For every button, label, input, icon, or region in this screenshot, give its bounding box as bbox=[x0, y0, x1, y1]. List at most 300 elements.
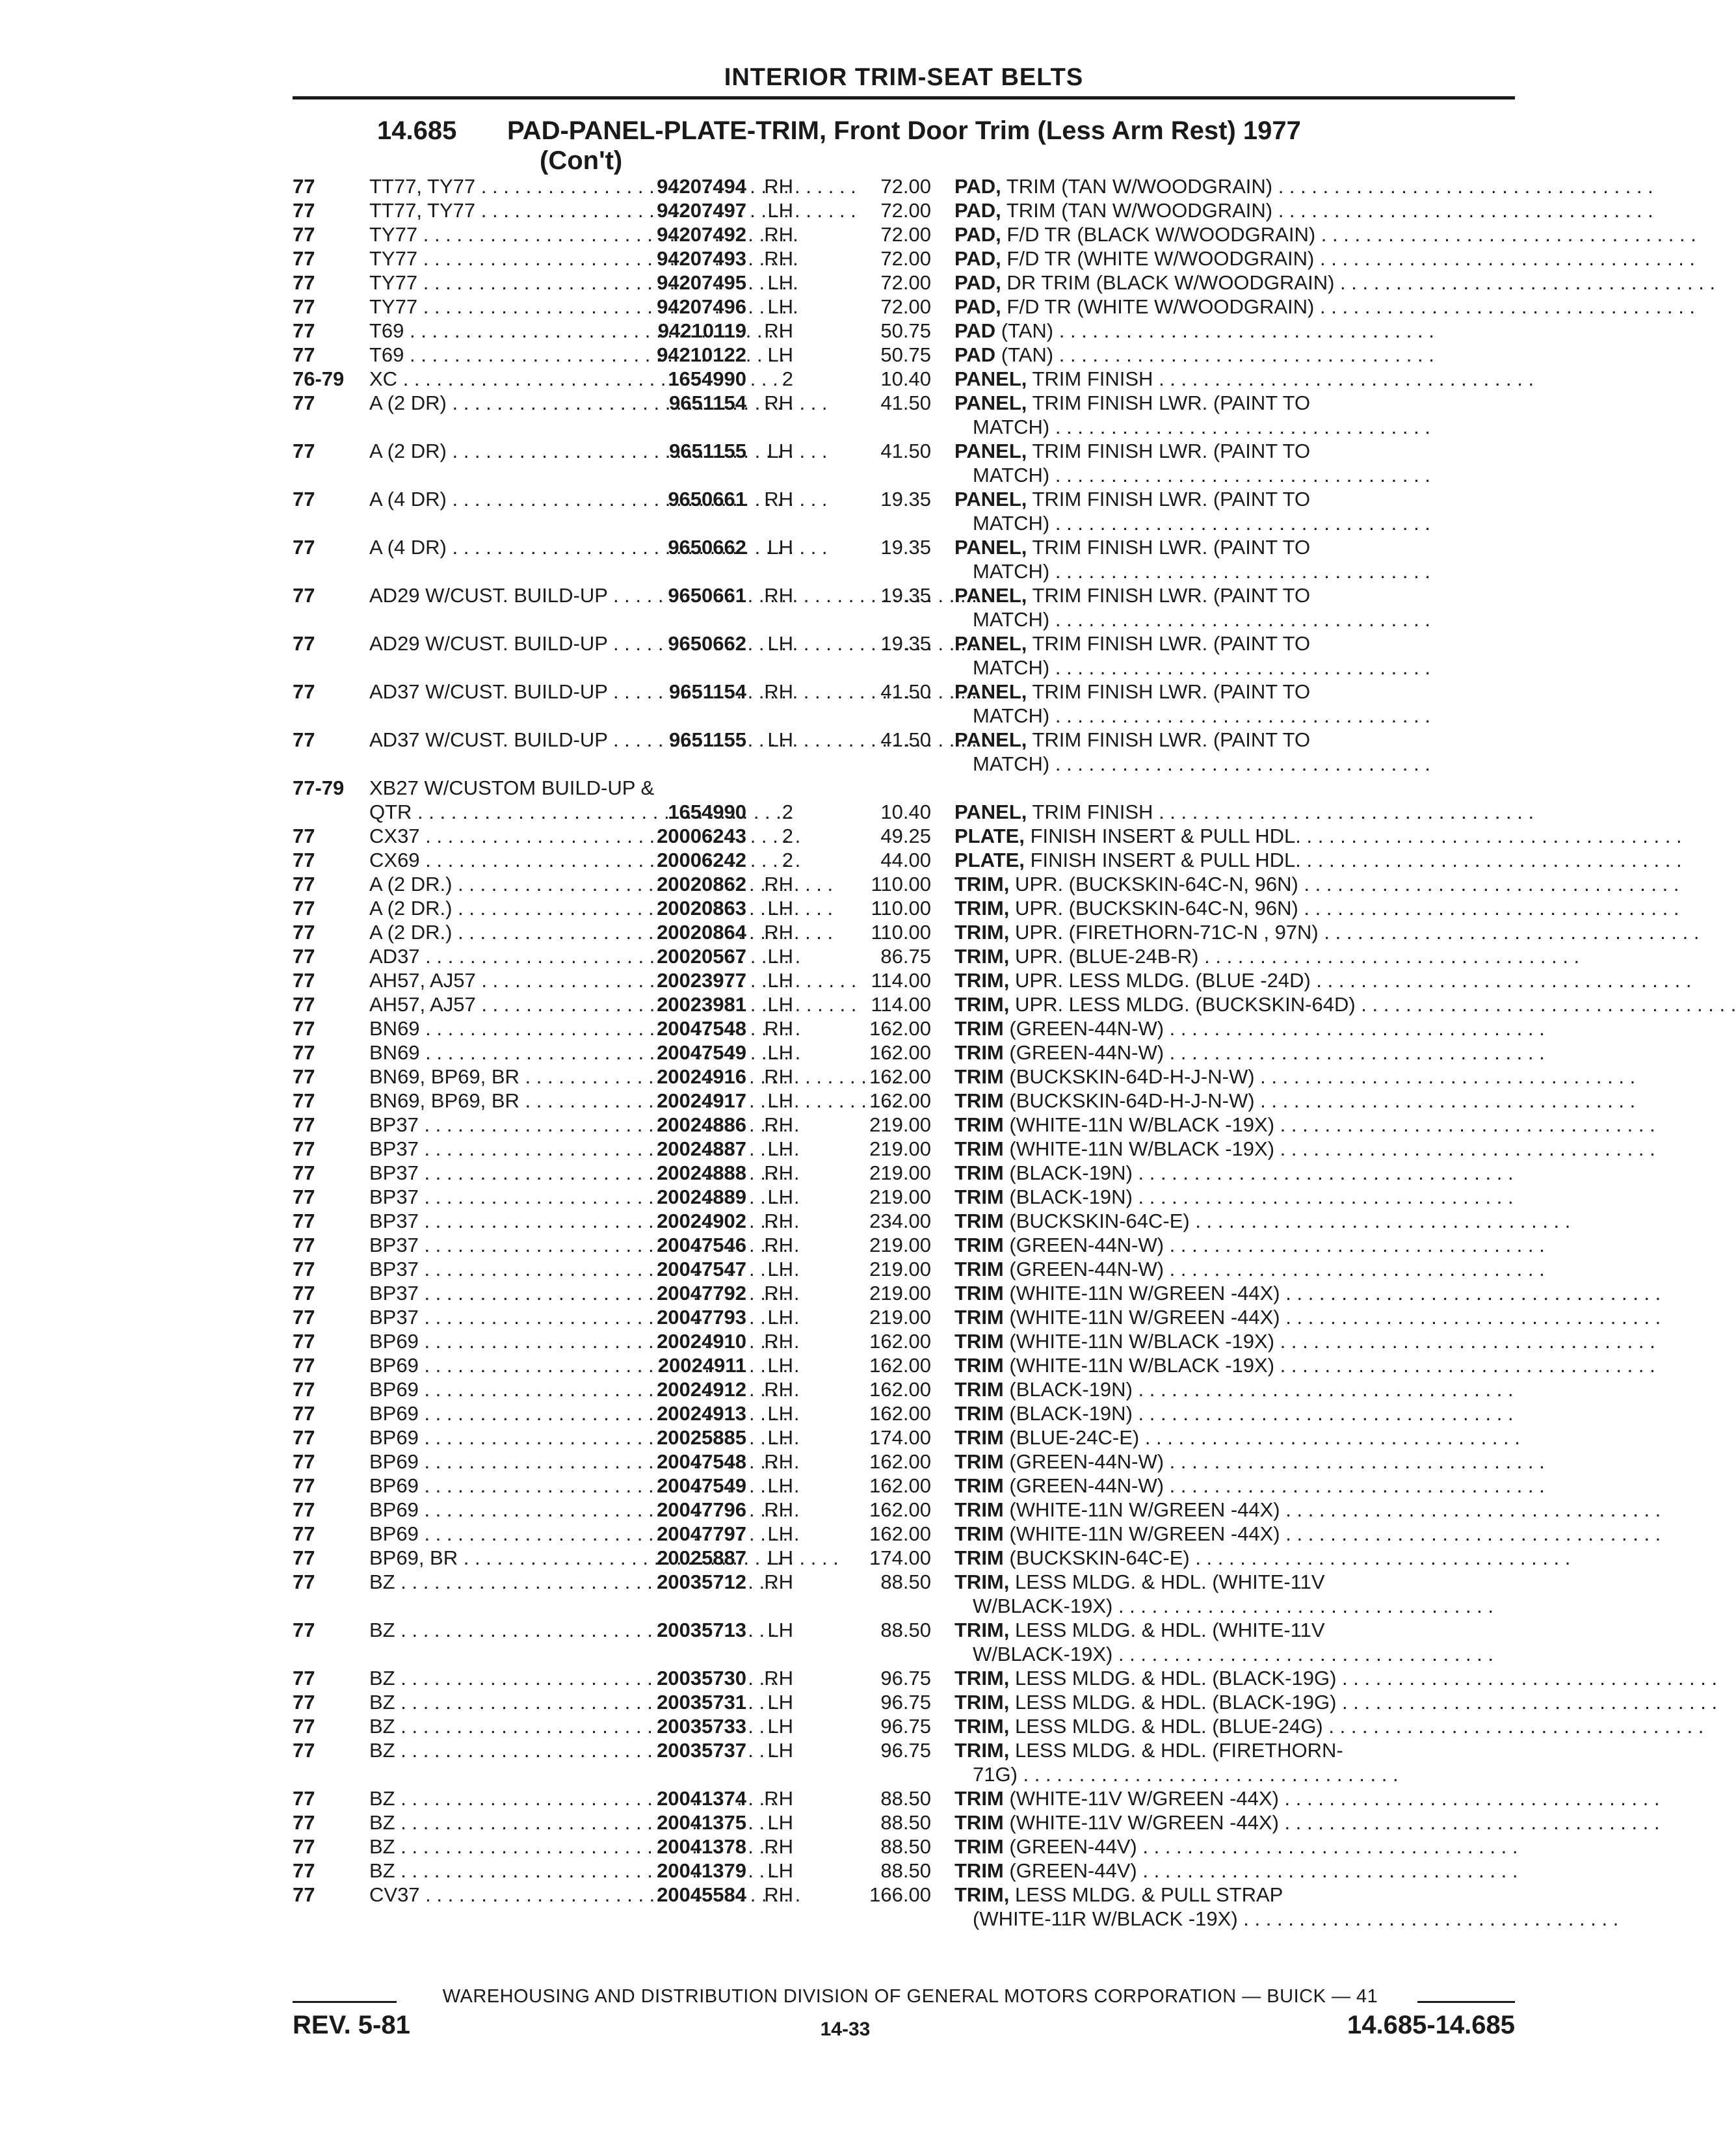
description-keyword: TRIM, bbox=[954, 969, 1010, 992]
model-cell bbox=[369, 1161, 624, 1185]
continuation-text: MATCH) bbox=[973, 752, 1050, 775]
description-line bbox=[954, 1257, 1507, 1281]
description-cell bbox=[931, 1714, 1507, 1738]
description-line bbox=[954, 1522, 1507, 1546]
description-line bbox=[954, 1113, 1507, 1137]
price-cell: 96.75 bbox=[880, 1667, 931, 1689]
price-cell: 174.00 bbox=[869, 1426, 931, 1449]
model-text: BP37 bbox=[369, 1258, 419, 1280]
year-cell: 77 bbox=[293, 319, 315, 342]
description-cell bbox=[931, 824, 1507, 848]
model-text: TY77 bbox=[369, 271, 418, 294]
leader-dots bbox=[1279, 1787, 1660, 1810]
description-text: UPR. (BUCKSKIN-64C-N, 96N) bbox=[1015, 897, 1298, 920]
model-text: BN69 bbox=[369, 1041, 420, 1064]
price-cell: 10.40 bbox=[880, 367, 931, 390]
price-cell: 72.00 bbox=[880, 295, 931, 318]
description-text: LESS MLDG. & HDL. (BLACK-19G) bbox=[1015, 1691, 1337, 1714]
description-cell bbox=[931, 1835, 1507, 1859]
part-number-cell: 94210122 bbox=[657, 343, 746, 366]
part-number-cell: 20025887 bbox=[657, 1546, 746, 1569]
model-cell bbox=[369, 1498, 624, 1522]
continuation-text: MATCH) bbox=[973, 608, 1050, 631]
description-text: (WHITE-11N W/GREEN -44X) bbox=[1009, 1306, 1280, 1329]
continuation-text: MATCH) bbox=[973, 560, 1050, 583]
table-row bbox=[293, 1257, 1515, 1281]
description-cell bbox=[931, 1786, 1507, 1810]
description-keyword: PAD, bbox=[954, 199, 1001, 222]
description-line bbox=[954, 246, 1507, 271]
description-cell bbox=[931, 1883, 1507, 1931]
leader-dots bbox=[1133, 1186, 1514, 1208]
description-line bbox=[954, 1474, 1507, 1498]
leader-dots bbox=[1319, 921, 1700, 944]
description-keyword: PANEL, bbox=[954, 536, 1027, 559]
part-number-cell: 1654990 bbox=[668, 367, 746, 390]
description-text: TRIM (TAN W/WOODGRAIN) bbox=[1006, 175, 1273, 198]
description-line bbox=[954, 1425, 1507, 1450]
part-number-cell: 20047797 bbox=[657, 1522, 746, 1545]
description-line bbox=[954, 1161, 1507, 1185]
price-cell: 219.00 bbox=[869, 1258, 931, 1280]
price-cell: 162.00 bbox=[869, 1354, 931, 1377]
table-row bbox=[293, 583, 1515, 631]
year-cell: 77 bbox=[293, 1065, 315, 1088]
year-cell: 77 bbox=[293, 1811, 315, 1834]
year-cell: 77 bbox=[293, 1017, 315, 1040]
leader-dots bbox=[1274, 1354, 1655, 1377]
section-number: 14.685 bbox=[377, 116, 457, 145]
description-text: (BUCKSKIN-64C-E) bbox=[1009, 1210, 1190, 1232]
side-cell bbox=[746, 776, 793, 800]
description-keyword: TRIM bbox=[954, 1306, 1004, 1329]
part-number-cell: 20047546 bbox=[657, 1234, 746, 1256]
model-text: BP37 bbox=[369, 1186, 419, 1208]
table-row bbox=[293, 487, 1515, 535]
description-continuation bbox=[954, 607, 1507, 631]
year-cell: 77 bbox=[293, 1234, 315, 1256]
description-line bbox=[954, 391, 1507, 415]
price-cell: 72.00 bbox=[880, 199, 931, 222]
description-keyword: TRIM bbox=[954, 1859, 1004, 1882]
description-keyword: PANEL, bbox=[954, 680, 1027, 703]
model-cell bbox=[369, 1786, 624, 1810]
model-text: BP69 bbox=[369, 1402, 419, 1425]
model-cell bbox=[369, 295, 624, 319]
description-cell bbox=[931, 1425, 1507, 1450]
model-text: BZ bbox=[369, 1787, 395, 1810]
leader-dots bbox=[1049, 704, 1430, 727]
model-cell bbox=[369, 776, 655, 800]
table-row bbox=[293, 1786, 1515, 1810]
model-cell bbox=[369, 824, 624, 848]
description-cell bbox=[931, 920, 1507, 944]
part-number-cell: 20024886 bbox=[657, 1113, 746, 1136]
description-keyword: TRIM bbox=[954, 1113, 1004, 1136]
description-text: LESS MLDG. & PULL STRAP bbox=[1015, 1883, 1283, 1906]
year-cell: 77 bbox=[293, 1306, 315, 1329]
side-cell: 2 bbox=[782, 801, 793, 823]
model-text: CV37 bbox=[369, 1883, 420, 1906]
year-cell: 77 bbox=[293, 632, 315, 655]
side-cell: LH bbox=[767, 1859, 793, 1882]
price-cell: 174.00 bbox=[869, 1546, 931, 1569]
description-keyword: TRIM, bbox=[954, 1667, 1010, 1689]
page-header: INTERIOR TRIM-SEAT BELTS bbox=[724, 64, 1084, 91]
description-line bbox=[954, 920, 1507, 944]
side-cell: LH bbox=[767, 1402, 793, 1425]
description-keyword: TRIM, bbox=[954, 897, 1010, 920]
continuation-text: 71G) bbox=[973, 1763, 1018, 1786]
year-cell: 77 bbox=[293, 1402, 315, 1425]
leader-dots bbox=[1112, 1643, 1493, 1665]
description-line bbox=[954, 535, 1507, 559]
description-cell bbox=[931, 174, 1507, 198]
table-row bbox=[293, 535, 1515, 583]
description-cell bbox=[931, 968, 1507, 992]
year-cell: 77 bbox=[293, 1570, 315, 1593]
table-row bbox=[293, 1474, 1515, 1498]
description-cell bbox=[931, 1305, 1507, 1329]
description-keyword: TRIM, bbox=[954, 945, 1010, 968]
description-line bbox=[954, 1714, 1507, 1738]
side-cell: RH bbox=[764, 1161, 793, 1184]
description-line bbox=[954, 1546, 1507, 1570]
model-cell bbox=[369, 487, 624, 535]
year-cell: 77 bbox=[293, 343, 315, 366]
leader-dots bbox=[1139, 1426, 1520, 1449]
model-text: BP37 bbox=[369, 1113, 419, 1136]
table-row bbox=[293, 198, 1515, 222]
side-cell: LH bbox=[767, 1137, 793, 1160]
description-keyword: PLATE, bbox=[954, 825, 1025, 847]
price-cell: 162.00 bbox=[869, 1041, 931, 1064]
part-number-cell: 20024913 bbox=[657, 1402, 746, 1425]
description-text: DR TRIM (BLACK W/WOODGRAIN) bbox=[1006, 271, 1335, 294]
year-cell: 77 bbox=[293, 993, 315, 1016]
model-text: A (2 DR) bbox=[369, 440, 447, 462]
side-cell: LH bbox=[767, 1306, 793, 1329]
description-line bbox=[954, 1450, 1507, 1474]
year-cell: 77 bbox=[293, 1210, 315, 1232]
description-cell bbox=[931, 367, 1507, 391]
description-line bbox=[954, 944, 1507, 968]
price-cell: 162.00 bbox=[869, 1498, 931, 1521]
leader-dots bbox=[1336, 1667, 1717, 1689]
model-cell bbox=[369, 583, 624, 631]
model-cell bbox=[369, 1257, 624, 1281]
price-cell: 219.00 bbox=[869, 1282, 931, 1305]
price-cell: 19.35 bbox=[880, 536, 931, 559]
model-text: QTR bbox=[369, 801, 412, 823]
leader-dots bbox=[1199, 945, 1580, 968]
description-text: F/D TR (WHITE W/WOODGRAIN) bbox=[1006, 247, 1315, 270]
price-cell: 219.00 bbox=[869, 1113, 931, 1136]
side-cell: LH bbox=[767, 728, 793, 751]
description-line bbox=[954, 439, 1507, 463]
price-cell: 49.25 bbox=[880, 825, 931, 847]
side-cell: LH bbox=[767, 1739, 793, 1762]
year-cell: 77-79 bbox=[293, 776, 345, 799]
table-row bbox=[293, 824, 1515, 848]
part-number-cell: 20024912 bbox=[657, 1378, 746, 1401]
price-cell: 162.00 bbox=[869, 1522, 931, 1545]
description-cell bbox=[931, 1690, 1507, 1714]
continuation-text: MATCH) bbox=[973, 704, 1050, 727]
model-text: BZ bbox=[369, 1811, 395, 1834]
description-continuation bbox=[954, 704, 1507, 728]
description-line bbox=[954, 1377, 1507, 1401]
leader-dots bbox=[1049, 560, 1430, 583]
model-text: AD29 W/CUST. BUILD-UP bbox=[369, 584, 608, 607]
description-cell bbox=[931, 1498, 1507, 1522]
description-text: TRIM FINISH bbox=[1032, 801, 1153, 823]
leader-dots bbox=[1133, 1402, 1514, 1425]
model-text: T69 bbox=[369, 319, 404, 342]
model-cell bbox=[369, 1377, 624, 1401]
model-cell bbox=[369, 728, 624, 776]
part-number-cell: 20047548 bbox=[657, 1450, 746, 1473]
price-cell: 110.00 bbox=[871, 897, 931, 920]
side-cell: 2 bbox=[782, 849, 793, 871]
description-text: (GREEN-44V) bbox=[1009, 1835, 1137, 1858]
model-cell bbox=[369, 246, 624, 271]
table-row bbox=[293, 343, 1515, 367]
description-text: (GREEN-44N-W) bbox=[1009, 1017, 1164, 1040]
model-text: BZ bbox=[369, 1691, 395, 1714]
price-cell: 72.00 bbox=[880, 271, 931, 294]
part-number-cell: 20025885 bbox=[657, 1426, 746, 1449]
leader-dots bbox=[1153, 801, 1534, 823]
side-cell: RH bbox=[764, 1835, 793, 1858]
leader-dots bbox=[1133, 1378, 1514, 1401]
side-cell: RH bbox=[764, 1883, 793, 1906]
price-cell: 86.75 bbox=[880, 945, 931, 968]
description-text: TRIM FINISH LWR. (PAINT TO bbox=[1032, 536, 1311, 559]
table-row bbox=[293, 295, 1515, 319]
year-cell: 77 bbox=[293, 1113, 315, 1136]
year-cell: 77 bbox=[293, 1546, 315, 1569]
description-line bbox=[954, 1570, 1507, 1594]
price-cell: 162.00 bbox=[869, 1330, 931, 1353]
description-text: TRIM FINISH LWR. (PAINT TO bbox=[1032, 632, 1311, 655]
description-keyword: TRIM bbox=[954, 1811, 1004, 1834]
table-row bbox=[293, 439, 1515, 487]
description-cell bbox=[931, 728, 1507, 776]
leader-dots bbox=[1315, 223, 1696, 246]
table-row bbox=[293, 944, 1515, 968]
price-cell bbox=[793, 776, 931, 800]
table-row bbox=[293, 1185, 1515, 1209]
section-range: 14.685-14.685 bbox=[1347, 2011, 1515, 2039]
model-cell bbox=[369, 1016, 624, 1040]
description-text: LESS MLDG. & HDL. (WHITE-11V bbox=[1015, 1570, 1325, 1593]
table-row bbox=[293, 1450, 1515, 1474]
side-cell: RH bbox=[764, 1065, 793, 1088]
model-text: BZ bbox=[369, 1835, 395, 1858]
price-cell: 219.00 bbox=[869, 1234, 931, 1256]
description-cell bbox=[931, 1859, 1507, 1883]
part-number-cell: 9651155 bbox=[669, 728, 746, 751]
part-number-cell: 20035737 bbox=[657, 1739, 746, 1762]
part-number-cell: 20020863 bbox=[657, 897, 746, 920]
side-cell: LH bbox=[767, 1811, 793, 1834]
part-number-cell: 9650662 bbox=[668, 536, 746, 559]
description-text: LESS MLDG. & HDL. (BLUE-24G) bbox=[1015, 1715, 1323, 1738]
side-cell: RH bbox=[764, 1378, 793, 1401]
table-row bbox=[293, 1522, 1515, 1546]
model-cell bbox=[369, 367, 624, 391]
price-cell: 166.00 bbox=[869, 1883, 931, 1906]
description-continuation bbox=[954, 1642, 1507, 1666]
model-cell bbox=[369, 1810, 624, 1835]
part-number-cell: 20020862 bbox=[657, 873, 746, 895]
side-cell: RH bbox=[764, 1282, 793, 1305]
description-cell bbox=[931, 246, 1507, 271]
part-number-cell: 94207496 bbox=[657, 295, 746, 318]
description-keyword: PANEL, bbox=[954, 801, 1027, 823]
description-cell bbox=[931, 1546, 1507, 1570]
side-cell: LH bbox=[767, 1546, 793, 1569]
year-cell: 77 bbox=[293, 440, 315, 462]
part-number-cell bbox=[624, 776, 746, 800]
part-number-cell: 20045584 bbox=[657, 1883, 746, 1906]
year-cell: 77 bbox=[293, 247, 315, 270]
part-number-cell: 20024910 bbox=[657, 1330, 746, 1353]
leader-dots bbox=[1164, 1234, 1545, 1256]
table-row bbox=[293, 1835, 1515, 1859]
year-cell: 77 bbox=[293, 271, 315, 294]
description-line bbox=[954, 583, 1507, 607]
description-text: (GREEN-44V) bbox=[1009, 1859, 1137, 1882]
model-cell bbox=[369, 1233, 624, 1257]
leader-dots bbox=[1314, 247, 1695, 270]
description-cell bbox=[931, 1810, 1507, 1835]
side-cell: RH bbox=[764, 391, 793, 414]
price-cell: 41.50 bbox=[880, 680, 931, 703]
year-cell: 77 bbox=[293, 969, 315, 992]
price-cell: 19.35 bbox=[880, 632, 931, 655]
table-row bbox=[293, 1353, 1515, 1377]
model-cell bbox=[369, 968, 624, 992]
year-cell bbox=[293, 800, 369, 824]
side-cell: LH bbox=[767, 295, 793, 318]
model-text: AD37 W/CUST. BUILD-UP bbox=[369, 728, 608, 751]
model-cell bbox=[369, 1305, 624, 1329]
year-cell: 77 bbox=[293, 1522, 315, 1545]
description-line bbox=[954, 271, 1507, 295]
description-line bbox=[954, 1137, 1507, 1161]
table-row bbox=[293, 1113, 1515, 1137]
description-line bbox=[954, 824, 1507, 848]
description-keyword: TRIM bbox=[954, 1402, 1004, 1425]
side-cell: RH bbox=[764, 247, 793, 270]
description-keyword: TRIM bbox=[954, 1258, 1004, 1280]
description-cell bbox=[931, 944, 1507, 968]
leader-dots bbox=[1311, 969, 1692, 992]
description-text: TRIM FINISH LWR. (PAINT TO bbox=[1032, 440, 1311, 462]
description-keyword: PAD, bbox=[954, 271, 1001, 294]
price-cell: 88.50 bbox=[880, 1835, 931, 1858]
table-row bbox=[293, 271, 1515, 295]
part-number-cell: 94207492 bbox=[657, 223, 746, 246]
price-cell: 96.75 bbox=[880, 1715, 931, 1738]
model-text: XC bbox=[369, 367, 398, 390]
year-cell: 77 bbox=[293, 1137, 315, 1160]
description-cell bbox=[931, 1329, 1507, 1353]
side-cell: 2 bbox=[782, 367, 793, 390]
part-number-cell: 20047796 bbox=[657, 1498, 746, 1521]
part-number-cell: 20023977 bbox=[657, 969, 746, 992]
leader-dots bbox=[1314, 295, 1695, 318]
description-keyword: TRIM bbox=[954, 1089, 1004, 1112]
table-row bbox=[293, 896, 1515, 920]
year-cell: 77 bbox=[293, 1426, 315, 1449]
description-keyword: TRIM bbox=[954, 1546, 1004, 1569]
leader-dots bbox=[1049, 656, 1430, 679]
part-number-cell: 20041375 bbox=[657, 1811, 746, 1834]
model-cell bbox=[369, 920, 624, 944]
model-cell bbox=[369, 222, 624, 246]
description-line bbox=[954, 1835, 1507, 1859]
table-row bbox=[293, 1690, 1515, 1714]
table-row bbox=[293, 1714, 1515, 1738]
side-cell: RH bbox=[764, 1450, 793, 1473]
year-cell: 77 bbox=[293, 295, 315, 318]
year-cell: 77 bbox=[293, 1089, 315, 1112]
table-row bbox=[293, 1065, 1515, 1089]
table-row bbox=[293, 1738, 1515, 1786]
model-text: BP37 bbox=[369, 1306, 419, 1329]
description-keyword: PANEL, bbox=[954, 728, 1027, 751]
description-text: (GREEN-44N-W) bbox=[1009, 1234, 1164, 1256]
year-cell: 77 bbox=[293, 391, 315, 414]
side-cell: RH bbox=[764, 223, 793, 246]
description-continuation bbox=[954, 1594, 1507, 1618]
description-line bbox=[954, 800, 1507, 824]
model-text: BP69 bbox=[369, 1450, 419, 1473]
description-text: (BLACK-19N) bbox=[1009, 1378, 1133, 1401]
model-text: XB27 W/CUSTOM BUILD-UP & bbox=[369, 776, 655, 799]
continuation-text: MATCH) bbox=[973, 656, 1050, 679]
description-cell bbox=[931, 1257, 1507, 1281]
description-keyword: PANEL, bbox=[954, 440, 1027, 462]
leader-dots bbox=[1301, 825, 1682, 847]
part-number-cell: 20035731 bbox=[657, 1691, 746, 1714]
side-cell: LH bbox=[767, 1041, 793, 1064]
section-continued: (Con't) bbox=[540, 146, 623, 175]
price-cell: 219.00 bbox=[869, 1161, 931, 1184]
side-cell: LH bbox=[767, 1354, 793, 1377]
description-keyword: TRIM bbox=[954, 1835, 1004, 1858]
part-number-cell: 20035713 bbox=[657, 1619, 746, 1641]
description-line bbox=[954, 174, 1507, 198]
model-cell bbox=[369, 872, 624, 896]
side-cell: RH bbox=[764, 680, 793, 703]
description-cell bbox=[931, 1065, 1507, 1089]
side-cell: LH bbox=[767, 271, 793, 294]
description-cell bbox=[931, 872, 1507, 896]
table-row bbox=[293, 1281, 1515, 1305]
part-number-cell: 9650661 bbox=[668, 488, 746, 510]
model-text: TY77 bbox=[369, 247, 418, 270]
part-number-cell: 20006242 bbox=[657, 849, 746, 871]
part-number-cell: 20024887 bbox=[657, 1137, 746, 1160]
model-text: AH57, AJ57 bbox=[369, 969, 476, 992]
model-cell bbox=[369, 1570, 624, 1618]
model-cell bbox=[369, 1329, 624, 1353]
year-cell: 77 bbox=[293, 536, 315, 559]
